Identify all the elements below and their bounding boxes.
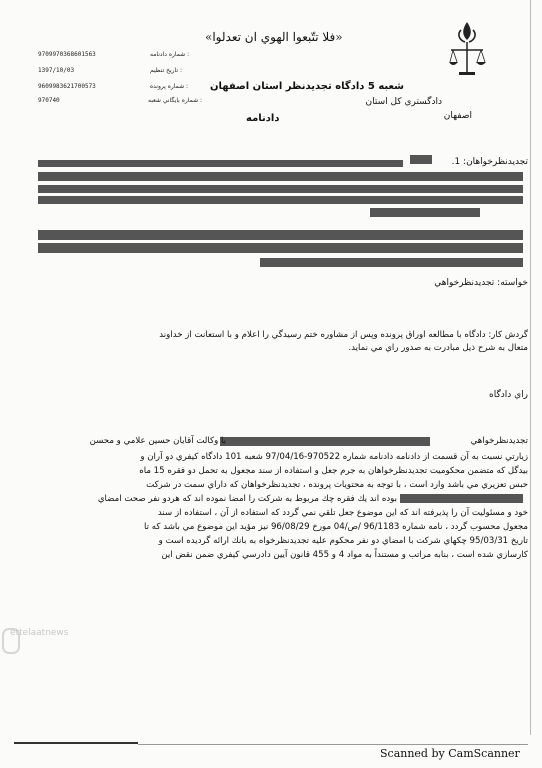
redaction-bar	[38, 172, 523, 181]
request-label: خواسته: تجديدنظرخواهي	[434, 278, 528, 288]
document-title: دادنامه	[246, 113, 280, 124]
proceedings-line-2: متعال به شرح ذيل مبادرت به صدور راي مي نمايد.	[348, 343, 528, 353]
verdict-line: تاريخ 95/03/31 چكهاي شركت با امضاي دو نفر محكوم عليه تجديدنظرخواه به بانك ارائه گرديده است و	[158, 536, 528, 546]
meta-value-date: 1397/10/03	[38, 67, 75, 74]
redaction-bar	[410, 155, 432, 164]
redaction-bar	[38, 196, 523, 204]
meta-label-archive-no: شماره بايگاني شعبه :	[148, 97, 203, 104]
page-bottom-edge-light	[138, 744, 528, 745]
meta-value-verdict-no: 9709970368601563	[38, 51, 96, 58]
redaction-bar	[38, 243, 523, 253]
redaction-bar	[400, 494, 523, 503]
verdict-line: تجديدنظرخواهي	[470, 436, 528, 446]
department-line-2: اصفهان	[443, 111, 472, 121]
watermark-text: ettelaatnews	[10, 628, 69, 638]
redaction-bar	[38, 230, 523, 240]
meta-label-case-no: شماره پرونده :	[150, 83, 189, 90]
judiciary-emblem-icon	[447, 20, 487, 78]
meta-value-case-no: 9609983621700573	[38, 83, 96, 90]
verdict-line: بيدگل كه متضمن محكوميت تجديدنظرخواهان به جرم جعل و استفاده از سند مجعول به تحمل دو فقره 15 ماه	[139, 466, 528, 476]
verdict-line: كارسازي شده است ، بنابه مراتب و مستنداً به مواد 4 و 455 قانون آيين دادرسي كيفري ضمن نقض اين	[161, 550, 528, 560]
court-branch-title: شعبه 5 دادگاه تجدیدنظر استان اصفهان	[210, 81, 404, 92]
appellants-label: تجديدنظرخواهان: 1.	[451, 157, 528, 167]
redaction-bar	[260, 258, 523, 267]
page-bottom-edge	[14, 742, 138, 744]
proceedings-line-1: گردش كار: دادگاه با مطالعه اوراق پرونده وپس از مشاوره ختم رسيدگي را اعلام و با استعانت از خداوند	[159, 330, 528, 340]
verdict-line: زيارتي نسبت به آن قسمت از دادنامه دادنامه شماره 970522-97/04/16 شعبه 101 دادگاه كيفري دو آران و	[140, 452, 528, 462]
verdict-line: مجعول محسوب گردد ، نامه شماره 96/1183 /ص/04 مورخ 96/08/29 نيز مؤيد اين موضوع مي باشد كه تا	[144, 522, 528, 532]
header-quote: «فلا تتّبعوا الهوي ان تعدلوا»	[205, 30, 343, 44]
meta-label-verdict-no: شماره دادنامه :	[150, 51, 190, 58]
department-line-1: دادگستري كل استان	[365, 97, 442, 107]
redaction-bar	[220, 437, 430, 446]
verdict-heading: راي دادگاه	[488, 390, 528, 400]
verdict-line: خود و مسئوليت آن را پذيرفته اند كه اين موضوع جعل تلقي نمي گردد كه استفاده از آن ، استفاده از سند	[157, 508, 528, 518]
redaction-bar	[370, 208, 480, 217]
meta-value-archive-no: 970740	[38, 97, 60, 104]
page-edge	[530, 0, 531, 735]
verdict-line: با وكالت آقايان حسين علامي و محسن	[89, 436, 226, 446]
verdict-line: بوده اند يك فقره چك مربوط به شركت را امضا نموده اند كه هردو نفر صحت امضاي	[97, 494, 397, 504]
redaction-bar	[38, 185, 523, 193]
redaction-bar	[38, 160, 403, 167]
scanner-label: Scanned by CamScanner	[380, 747, 520, 760]
meta-label-date: تاريخ تنظيم :	[150, 67, 182, 74]
verdict-line: حبس تعزيري مي باشد وارد است ، با توجه به محتويات پرونده ، تجديدنظرخواهان كه داراي سمت در شركت	[146, 480, 528, 490]
